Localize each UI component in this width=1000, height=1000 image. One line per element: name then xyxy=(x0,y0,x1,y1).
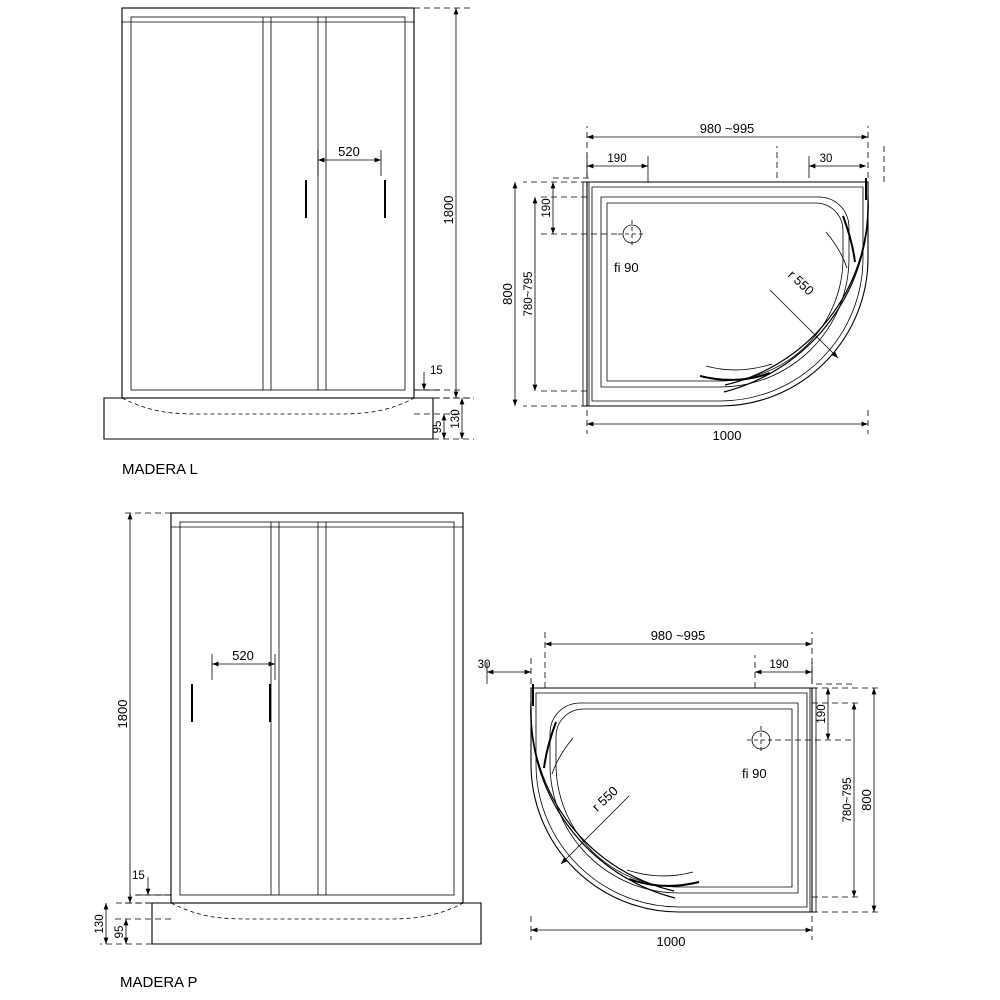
dim-190-vert-left: 190 xyxy=(541,198,553,218)
dim-overall-top-left: 980 ~995 xyxy=(699,121,755,136)
dim-190-vert-right: 190 xyxy=(816,704,828,724)
dim-190-top-left: 190 xyxy=(607,153,627,165)
dim-15-right: 15 xyxy=(132,870,145,882)
plan-view-right xyxy=(478,628,878,949)
dim-130-right: 130 xyxy=(94,914,106,934)
front-elevation-left xyxy=(104,8,474,478)
dim-door-width-right: 520 xyxy=(232,648,254,663)
dim-1000-right: 1000 xyxy=(656,934,686,949)
label-drain-left: fi 90 xyxy=(614,260,639,275)
dim-height-right: 1800 xyxy=(115,699,130,729)
label-radius-left: r 550 xyxy=(785,267,818,299)
dim-door-width-left: 520 xyxy=(338,144,360,159)
front-elevation-right xyxy=(94,513,481,991)
dim-780-left: 780~795 xyxy=(523,271,535,317)
dim-height-left: 1800 xyxy=(441,195,456,225)
dim-800-right: 800 xyxy=(859,789,874,811)
dim-95-right: 95 xyxy=(114,925,126,939)
dim-190-top-right: 190 xyxy=(769,659,789,671)
dim-15-left: 15 xyxy=(430,365,443,377)
title-madera-l: MADERA L xyxy=(122,461,198,478)
dim-130-left: 130 xyxy=(450,409,462,429)
label-radius-right: r 550 xyxy=(588,783,621,815)
dim-800-left: 800 xyxy=(500,283,515,305)
dim-780-right: 780~795 xyxy=(842,777,854,823)
dim-95-left: 95 xyxy=(432,420,444,434)
title-madera-p: MADERA P xyxy=(120,974,198,991)
plan-view-left xyxy=(500,121,884,443)
dim-1000-left: 1000 xyxy=(712,428,742,443)
dim-30-top-right: 30 xyxy=(477,659,491,671)
dim-30-top-left: 30 xyxy=(819,153,833,165)
dim-overall-top-right: 980 ~995 xyxy=(650,628,706,643)
label-drain-right: fi 90 xyxy=(742,766,767,781)
